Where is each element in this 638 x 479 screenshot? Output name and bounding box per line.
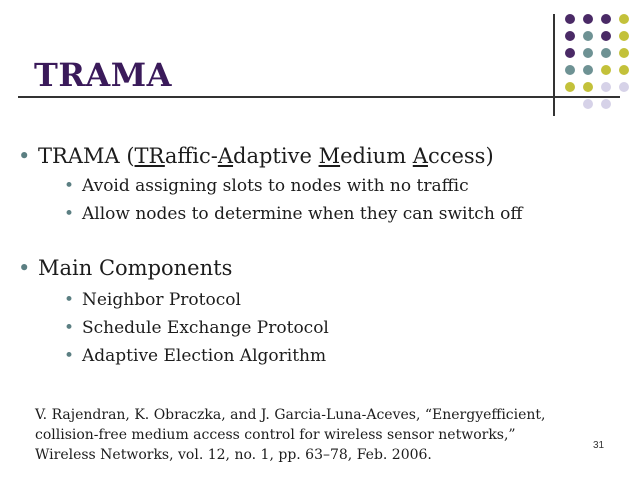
- decor-dot-olive: [619, 31, 629, 41]
- bullet-dot: •: [64, 176, 75, 196]
- decor-dot-lavender: [583, 99, 593, 109]
- bullet-dot: •: [64, 204, 75, 224]
- text-part-underlined: A: [217, 144, 234, 168]
- decor-dot-teal: [583, 48, 593, 58]
- page-number: 31: [593, 440, 605, 451]
- decor-dot-purple: [601, 14, 611, 24]
- text-part: edium: [340, 144, 413, 168]
- decor-dot-olive: [619, 14, 629, 24]
- text-part: ccess): [427, 144, 494, 168]
- decor-dot-olive: [619, 48, 629, 58]
- subbullet-item: [64, 346, 327, 366]
- bullet-dot: •: [64, 346, 75, 366]
- citation-line: V. Rajendran, K. Obraczka, and J. Garcia-Luna-Aceves, “Energyefficient,: [35, 407, 546, 423]
- subbullet-item: [64, 204, 523, 224]
- decor-dot-lavender: [619, 82, 629, 92]
- text-part-underlined: A: [412, 144, 428, 168]
- text-part-underlined: TR: [134, 144, 165, 168]
- text-part: TRAMA (: [38, 144, 135, 168]
- decor-dot-purple: [565, 48, 575, 58]
- subbullet-text: Avoid assigning slots to nodes with no traffic: [82, 176, 469, 196]
- bullet-dot: •: [18, 256, 31, 280]
- bullet-text: Main Components: [38, 256, 233, 280]
- decor-dot-teal: [601, 48, 611, 58]
- subbullet-item: [64, 290, 241, 310]
- citation-line: collision-free medium access control for wireless sensor networks,”: [35, 427, 516, 443]
- decor-dot-lavender: [601, 82, 611, 92]
- text-part: daptive: [233, 144, 319, 168]
- subbullet-item: [64, 176, 469, 196]
- citation-line: Wireless Networks, vol. 12, no. 1, pp. 63–78, Feb. 2006.: [35, 447, 432, 463]
- bullet-trama: [18, 144, 494, 168]
- subbullet-text: Adaptive Election Algorithm: [82, 346, 327, 366]
- decor-dot-teal: [583, 31, 593, 41]
- decor-dot-purple: [565, 31, 575, 41]
- subbullet-text: Neighbor Protocol: [82, 290, 241, 310]
- decor-dot-teal: [583, 65, 593, 75]
- decor-dot-purple: [601, 31, 611, 41]
- bullet-dot: •: [18, 144, 31, 168]
- bullet-dot: •: [64, 318, 75, 338]
- decor-dot-olive: [601, 65, 611, 75]
- text-part: affic-: [164, 144, 218, 168]
- bullet-dot: •: [64, 290, 75, 310]
- slide-title: TRAMA: [34, 56, 172, 94]
- subbullet-text: Allow nodes to determine when they can switch off: [82, 204, 523, 224]
- text-part-underlined: M: [318, 144, 341, 168]
- citation: [35, 405, 546, 465]
- decor-dot-olive: [583, 82, 593, 92]
- decor-dot-purple: [583, 14, 593, 24]
- decor-dot-olive: [565, 82, 575, 92]
- subbullet-item: [64, 318, 329, 338]
- bullet-main-components: [18, 256, 233, 280]
- title-rule-horizontal: [18, 96, 620, 98]
- decor-dot-purple: [565, 14, 575, 24]
- decor-dot-lavender: [601, 99, 611, 109]
- subbullet-text: Schedule Exchange Protocol: [82, 318, 329, 338]
- title-rule-vertical: [553, 14, 555, 116]
- decor-dot-teal: [565, 65, 575, 75]
- decor-dot-olive: [619, 65, 629, 75]
